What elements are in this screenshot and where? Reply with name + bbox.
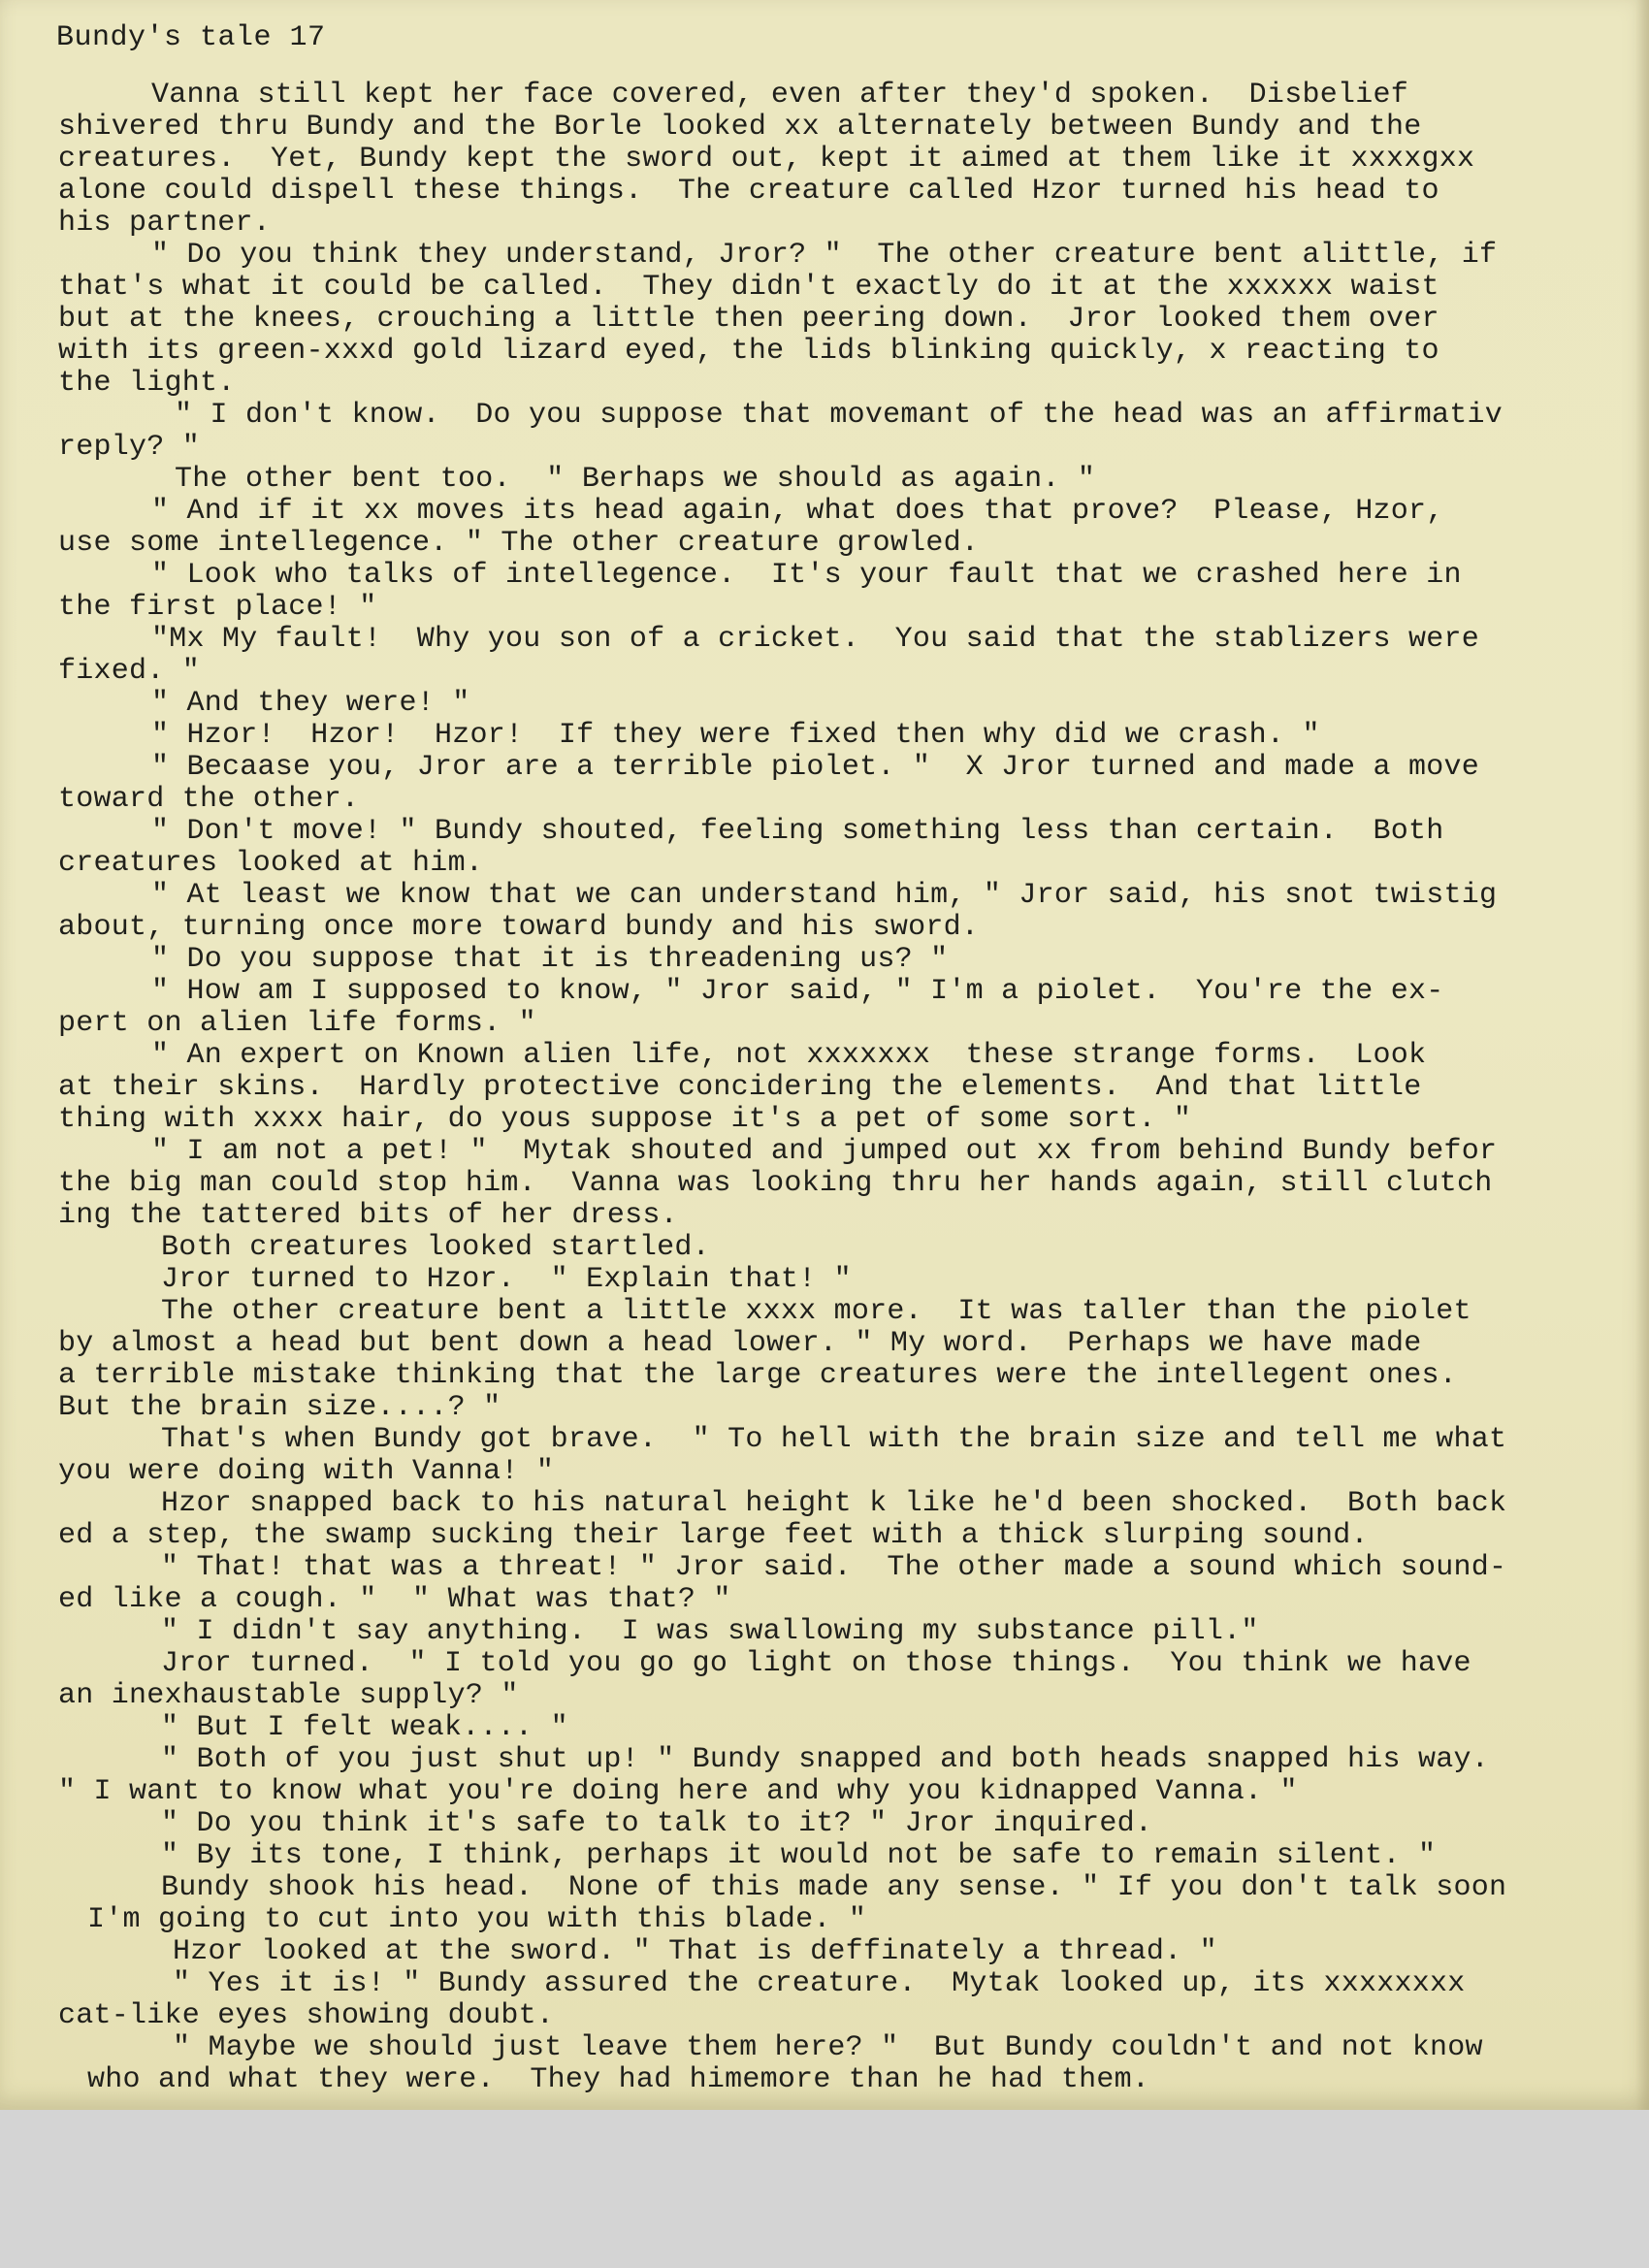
text-line: pert on alien life forms. ": [58, 1007, 536, 1040]
text-line: The other bent too. " Berhaps we should as again. ": [175, 463, 1096, 496]
text-line: that's what it could be called. They didn't exactly do it at the xxxxxx waist: [58, 271, 1439, 304]
text-line: an inexhaustable supply? ": [58, 1679, 519, 1712]
text-line: cat-like eyes showing doubt.: [58, 1999, 555, 2032]
text-line: " That! that was a threat! " Jror said. The other made a sound which sound-: [161, 1551, 1507, 1584]
text-line: " An expert on Known alien life, not xxxxxxx these strange forms. Look: [151, 1039, 1427, 1072]
text-line: Hzor snapped back to his natural height k like he'd been shocked. Both back: [161, 1487, 1507, 1520]
text-line: creatures. Yet, Bundy kept the sword out, kept it aimed at them like it xxxxgxx: [58, 143, 1475, 176]
text-line: ed a step, the swamp sucking their large feet with a thick slurping sound.: [58, 1519, 1369, 1552]
text-line: But the brain size....? ": [58, 1391, 501, 1424]
text-line: " Hzor! Hzor! Hzor! If they were fixed then why did we crash. ": [151, 719, 1320, 752]
text-line: Jror turned. " I told you go go light on those things. You think we have: [161, 1647, 1471, 1680]
text-line: who and what they were. They had himemore than he had them.: [87, 2063, 1150, 2096]
text-line: use some intellegence. " The other creature growled.: [58, 527, 980, 560]
text-line: That's when Bundy got brave. " To hell with the brain size and tell me what: [161, 1423, 1507, 1456]
text-line: ing the tattered bits of her dress.: [58, 1199, 678, 1232]
text-line: ed like a cough. " " What was that? ": [58, 1583, 731, 1616]
text-line: Bundy shook his head. None of this made any sense. " If you don't talk soon: [161, 1871, 1507, 1904]
text-line: " How am I supposed to know, " Jror said, " I'm a piolet. You're the ex-: [151, 975, 1444, 1008]
text-line: his partner.: [58, 207, 272, 240]
text-line: but at the knees, crouching a little then peering down. Jror looked them over: [58, 303, 1439, 336]
text-line: " I am not a pet! " Mytak shouted and jumped out xx from behind Bundy befor: [151, 1135, 1498, 1168]
text-line: shivered thru Bundy and the Borle looked xx alternately between Bundy and the: [58, 111, 1422, 144]
text-line: toward the other.: [58, 783, 360, 816]
text-line: fixed. ": [58, 655, 201, 688]
text-line: " Both of you just shut up! " Bundy snapped and both heads snapped his way.: [161, 1743, 1489, 1776]
text-line: creatures looked at him.: [58, 847, 484, 880]
text-line: Vanna still kept her face covered, even after they'd spoken. Disbelief: [151, 79, 1408, 112]
text-line: " By its tone, I think, perhaps it would not be safe to remain silent. ": [161, 1839, 1437, 1872]
text-line: " At least we know that we can understand him, " Jror said, his snot twistig: [151, 879, 1498, 912]
paper-edge-stain: [1635, 0, 1649, 2110]
text-line: "Mx My fault! Why you son of a cricket. You said that the stablizers were: [151, 623, 1479, 656]
text-line: " Do you suppose that it is threadening us? ": [151, 943, 949, 976]
text-line: " Don't move! " Bundy shouted, feeling something less than certain. Both: [151, 815, 1444, 848]
text-line: " Do you think they understand, Jror? " The other creature bent alittle, if: [151, 239, 1498, 272]
text-line: Jror turned to Hzor. " Explain that! ": [161, 1263, 852, 1296]
text-line: I'm going to cut into you with this blade. ": [87, 1903, 867, 1936]
text-line: alone could dispell these things. The creature called Hzor turned his head to: [58, 175, 1439, 208]
text-line: " But I felt weak.... ": [161, 1711, 568, 1744]
text-line: at their skins. Hardly protective concidering the elements. And that little: [58, 1071, 1422, 1104]
text-line: " Look who talks of intellegence. It's your fault that we crashed here in: [151, 559, 1462, 592]
text-line: " And if it xx moves its head again, what does that prove? Please, Hzor,: [151, 495, 1444, 528]
text-line: thing with xxxx hair, do yous suppose it's a pet of some sort. ": [58, 1103, 1192, 1136]
text-line: the first place! ": [58, 591, 377, 624]
text-line: about, turning once more toward bundy and his sword.: [58, 911, 980, 944]
text-line: " I didn't say anything. I was swallowing my substance pill.": [161, 1615, 1259, 1648]
text-line: " I don't know. Do you suppose that movemant of the head was an affirmativ: [175, 399, 1503, 432]
page-title: Bundy's tale 17: [56, 21, 326, 54]
text-line: " Do you think it's safe to talk to it? " Jror inquired.: [161, 1807, 1153, 1840]
text-line: The other creature bent a little xxxx more. It was taller than the piolet: [161, 1295, 1471, 1328]
text-line: the light.: [58, 367, 236, 400]
text-line: you were doing with Vanna! ": [58, 1455, 555, 1488]
text-line: by almost a head but bent down a head lower. " My word. Perhaps we have made: [58, 1327, 1422, 1360]
text-line: reply? ": [58, 431, 201, 464]
text-line: with its green-xxxd gold lizard eyed, the lids blinking quickly, x reacting to: [58, 335, 1439, 368]
text-line: " Maybe we should just leave them here? " But Bundy couldn't and not know: [173, 2031, 1483, 2064]
text-line: " I want to know what you're doing here and why you kidnapped Vanna. ": [58, 1775, 1298, 1808]
text-line: a terrible mistake thinking that the large creatures were the intellegent ones.: [58, 1359, 1457, 1392]
text-line: the big man could stop him. Vanna was looking thru her hands again, still clutch: [58, 1167, 1493, 1200]
text-line: " Becaase you, Jror are a terrible piolet. " X Jror turned and made a move: [151, 751, 1479, 784]
text-line: " Yes it is! " Bundy assured the creature. Mytak looked up, its xxxxxxxx: [173, 1967, 1466, 2000]
story-body: [0, 80, 1649, 2096]
text-line: Both creatures looked startled.: [161, 1231, 710, 1264]
text-line: Hzor looked at the sword. " That is deffinately a thread. ": [173, 1935, 1217, 1968]
text-line: " And they were! ": [151, 687, 470, 720]
